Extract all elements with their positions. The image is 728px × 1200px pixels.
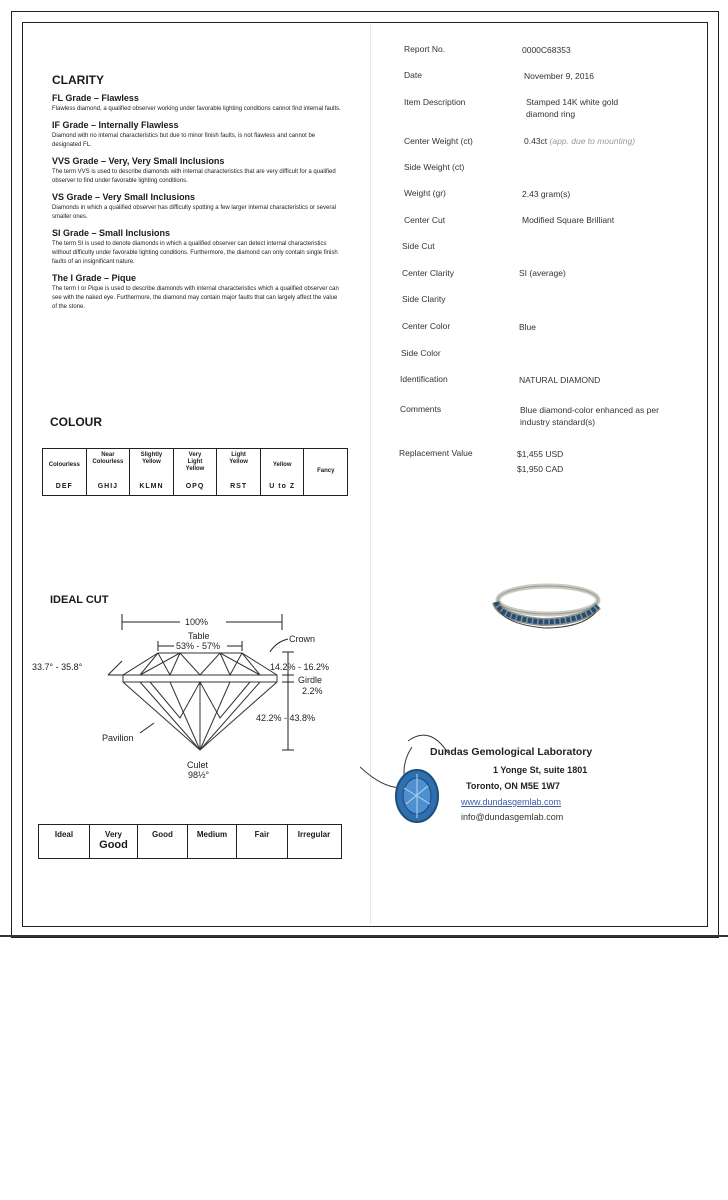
colour-cell-letters: U to Z	[269, 483, 296, 490]
crown-height-label: 14.2% - 16.2%	[270, 662, 330, 672]
colour-cell-name: Near Colourless	[92, 452, 124, 465]
clarity-grade-desc: Diamonds in which a qualified observer has difficulty spotting a few larger internal characteristics or several smaller ones.	[52, 205, 337, 220]
colour-cell	[43, 449, 87, 495]
colour-cell-name: Colourless	[48, 462, 80, 468]
ideal-cut-heading: IDEAL CUT	[50, 594, 109, 606]
colour-cell	[217, 449, 261, 495]
field-label: Side Color	[401, 348, 441, 358]
field-value: Modified Square Brilliant	[522, 215, 615, 225]
field-value: NATURAL DIAMOND	[519, 375, 601, 385]
clarity-grade-desc: The term VVS is used to describe diamonds with internal characteristics that are very difficult for a qualified observer to find under favorable lighting conditions.	[52, 169, 336, 184]
colour-cell-name: Light Yellow	[229, 452, 248, 465]
cut-grade-label: Fair	[254, 830, 270, 839]
field-label: Identification	[400, 374, 448, 384]
colour-scale-table	[42, 448, 348, 496]
table-range-label: 53% - 57%	[176, 641, 221, 651]
field-label: Side Clarity	[402, 294, 446, 304]
cut-grade-cell	[138, 825, 188, 858]
field-label: Side Weight (ct)	[404, 162, 465, 172]
diamond-proportions-diagram	[30, 608, 360, 794]
colour-cell-letters: KLMN	[139, 483, 164, 490]
lab-email: info@dundasgemlab.com	[461, 812, 564, 822]
field-label: Side Cut	[402, 241, 435, 251]
field-value: Stamped 14K white gold diamond ring	[526, 97, 619, 119]
field-value: SI (average)	[519, 268, 566, 278]
colour-cell-letters: DEF	[55, 483, 73, 490]
colour-cell-letters: OPQ	[185, 483, 205, 490]
colour-cell-name: Slightly Yellow	[140, 452, 163, 465]
colour-cell-letters: RST	[230, 483, 248, 490]
cut-grade-label: Ideal	[54, 830, 74, 839]
field-label: Comments	[400, 404, 442, 414]
cut-grade-cell	[188, 825, 237, 858]
cut-grade-cell	[237, 825, 288, 858]
colour-heading: COLOUR	[50, 415, 102, 429]
lab-address-line1: 1 Yonge St, suite 1801	[493, 765, 588, 775]
clarity-grade-desc: The term SI is used to denote diamonds in which a qualified observer can detect internal characteristics without difficulty under favorable lighting conditions. Furthermore, the diamond can only contain single finish faults of an insignificant nature.	[52, 241, 338, 265]
field-value: 2.43 gram(s)	[522, 189, 571, 199]
colour-cell	[87, 449, 131, 495]
clarity-heading: CLARITY	[52, 73, 104, 87]
cut-grade-cell	[39, 825, 90, 858]
cut-grade-sub-label: Good	[99, 839, 128, 851]
culet-value-label: 98½°	[188, 770, 210, 780]
ring-photo	[486, 576, 606, 636]
center-weight-note: (app. due to mounting)	[549, 136, 636, 146]
page-bottom-edge	[0, 935, 728, 937]
center-weight-value: 0.43ct	[524, 136, 548, 146]
cut-grade-label: Good	[152, 830, 173, 839]
lab-name: Dundas Gemological Laboratory	[430, 746, 593, 758]
colour-cell	[130, 449, 174, 495]
diamond-outline	[123, 653, 277, 750]
cut-grade-table	[38, 824, 342, 859]
clarity-section	[52, 73, 342, 312]
clarity-grade-title: The I Grade – Pique	[52, 273, 137, 283]
cut-grade-label: Irregular	[297, 830, 331, 839]
cut-grade-label: Medium	[196, 830, 228, 839]
girdle-value-label: 2.2%	[302, 686, 323, 696]
crown-angle-label: 33.7° - 35.8°	[32, 662, 83, 672]
lab-website-link[interactable]: www.dundasgemlab.com	[461, 797, 562, 807]
field-value: November 9, 2016	[524, 71, 594, 81]
field-label: Date	[404, 70, 422, 80]
lab-seal-icon	[394, 768, 440, 826]
clarity-grade-title: IF Grade – Internally Flawless	[52, 120, 179, 130]
field-value: Blue diamond-color enhanced as per industry standard(s)	[520, 405, 659, 427]
field-value	[524, 135, 635, 147]
field-label: Replacement Value	[399, 448, 473, 458]
field-value: $1,455 USD	[517, 449, 564, 459]
clarity-grade-title: VVS Grade – Very, Very Small Inclusions	[52, 156, 225, 166]
field-label: Report No.	[404, 44, 446, 54]
cut-grade-cell-selected	[90, 825, 138, 858]
table-label: Table	[188, 631, 210, 641]
clarity-grade-desc: Flawless diamond, a qualified observer working under favorable lighting conditions cannot find internal faults.	[52, 106, 341, 112]
total-width-label: 100%	[185, 617, 209, 627]
colour-cell-letters: GHIJ	[97, 483, 119, 490]
crown-label: Crown	[289, 634, 316, 644]
lab-address-line2: Toronto, ON M5E 1W7	[466, 781, 560, 791]
field-value: 0000C68353	[522, 45, 571, 55]
pavilion-label: Pavilion	[102, 733, 134, 743]
field-label: Item Description	[404, 97, 466, 107]
clarity-grade-title: VS Grade – Very Small Inclusions	[52, 192, 196, 202]
colour-cell	[304, 449, 347, 495]
cut-grade-cell	[288, 825, 340, 858]
field-label: Center Color	[402, 321, 451, 331]
colour-cell-name: Yellow	[272, 462, 292, 468]
clarity-grade-title: SI Grade – Small Inclusions	[52, 228, 171, 238]
field-value-secondary: $1,950 CAD	[517, 464, 564, 474]
pavilion-depth-label: 42.2% - 43.8%	[256, 713, 316, 723]
colour-cell-name: Fancy	[317, 468, 335, 474]
colour-cell-name: Very Light Yellow	[185, 452, 205, 472]
colour-cell	[261, 449, 305, 495]
clarity-grade-desc: The term I or Pique is used to describe diamonds with internal characteristics which a qualified observer can see with the naked eye. Furthermore, the diamond may contain major faults that can largely affect the value of the stone.	[52, 286, 339, 310]
culet-label: Culet	[187, 760, 209, 770]
field-label: Center Clarity	[402, 268, 454, 278]
field-value: Blue	[519, 322, 537, 332]
field-label: Center Cut	[404, 215, 446, 225]
girdle-label: Girdle	[298, 675, 323, 685]
field-label: Center Weight (ct)	[404, 136, 473, 146]
colour-cell	[174, 449, 218, 495]
cut-grade-label: Very	[105, 830, 122, 839]
clarity-grade-desc: Diamond with no internal characteristics but due to minor finish faults, is not flawless and cannot be designated FL.	[52, 133, 316, 148]
field-label: Weight (gr)	[404, 188, 446, 198]
clarity-grade-title: FL Grade – Flawless	[52, 93, 139, 103]
